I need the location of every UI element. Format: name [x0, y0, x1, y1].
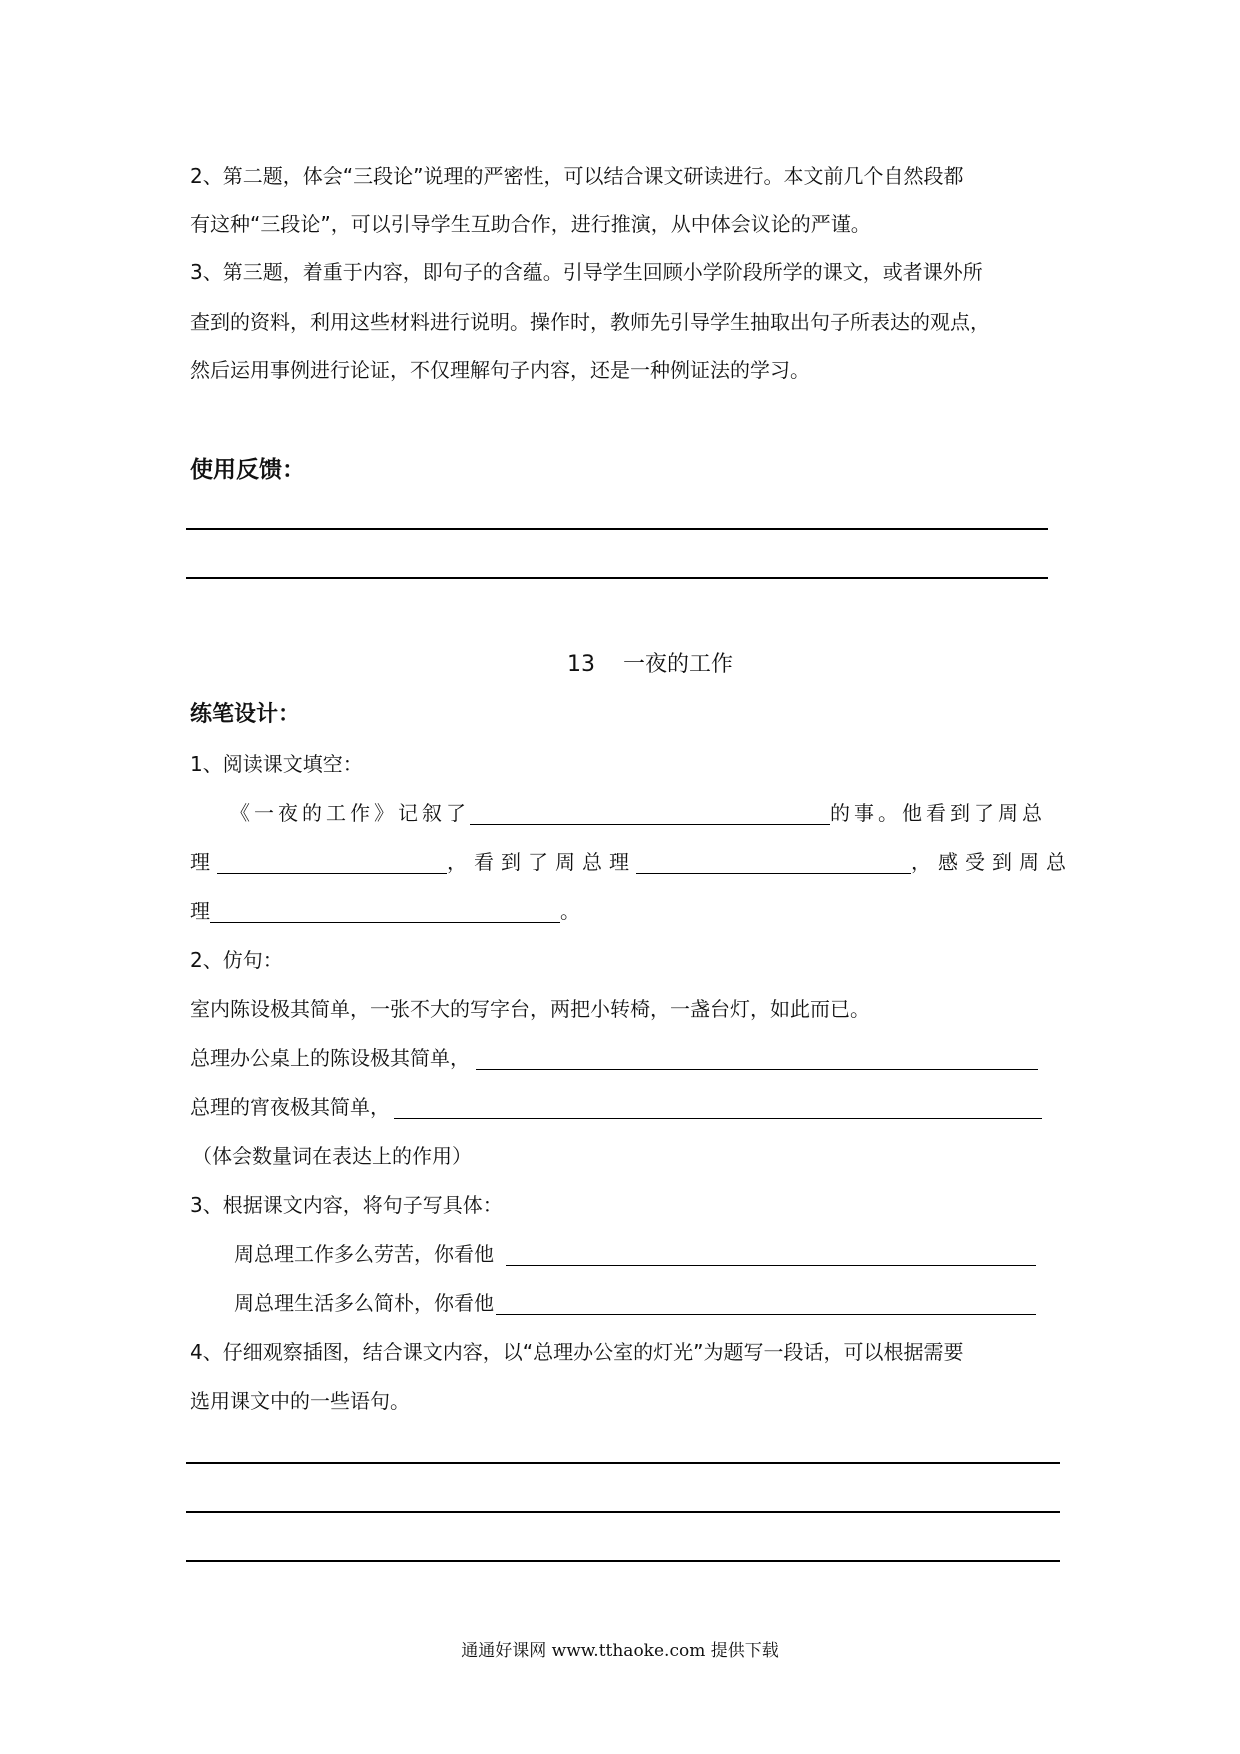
q4-line1: 4、仔细观察插图，结合课文内容，以“总理办公室的灯光”为题写一段话，可以根据需要	[190, 1340, 964, 1364]
q2-blank-1[interactable]	[476, 1049, 1038, 1070]
q1-blank-2[interactable]	[217, 853, 447, 874]
item2-line2: 有这种“三段论”，可以引导学生互助合作，进行推演，从中体会议论的严谨。	[190, 212, 871, 236]
q2-prompt-1: 总理办公桌上的陈设极其简单，	[190, 1046, 470, 1070]
q4-answer-line-1[interactable]	[186, 1462, 1060, 1464]
q1-blank-3[interactable]	[636, 853, 911, 874]
q3-prompt-2: 周总理生活多么简朴，你看他	[234, 1291, 494, 1315]
q4-answer-line-3[interactable]	[186, 1560, 1060, 1562]
q1-line2	[190, 850, 1073, 874]
q3-label: 3、根据课文内容，将句子写具体：	[190, 1193, 503, 1217]
item3-line2: 查到的资料，利用这些材料进行说明。操作时，教师先引导学生抽取出句子所表达的观点，	[190, 310, 990, 334]
lesson-number: 13	[567, 652, 595, 677]
q2-blank-2[interactable]	[394, 1098, 1042, 1119]
q2-note: （体会数量词在表达上的作用）	[192, 1144, 472, 1168]
q3-prompt-1-row	[234, 1242, 1036, 1266]
q1-line1-prefix: 《一夜的工作》记叙了	[230, 801, 470, 825]
q1-label: 1、阅读课文填空：	[190, 752, 363, 776]
design-heading: 练笔设计：	[190, 702, 301, 727]
feedback-line-2[interactable]	[186, 577, 1048, 579]
q3-prompt-2-row	[234, 1291, 1036, 1315]
lesson-title-text: 一夜的工作	[622, 652, 733, 677]
feedback-line-1[interactable]	[186, 528, 1048, 530]
q3-blank-1[interactable]	[506, 1245, 1036, 1266]
q2-prompt-1-row	[190, 1046, 1038, 1070]
q3-blank-2[interactable]	[496, 1294, 1036, 1315]
q1-line1-suffix: 的事。他看到了周总	[830, 801, 1046, 825]
item3-line1: 3、第三题，着重于内容，即句子的含蕴。引导学生回顾小学阶段所学的课文，或者课外所	[190, 260, 983, 284]
item3-line3: 然后运用事例进行论证，不仅理解句子内容，还是一种例证法的学习。	[190, 358, 810, 382]
q1-line2-suffix: ，感受到周总	[911, 850, 1073, 874]
q1-blank-1[interactable]	[470, 804, 830, 825]
q1-line2-prefix: 理	[190, 850, 217, 874]
q2-prompt-2-row	[190, 1095, 1042, 1119]
q2-label: 2、仿句：	[190, 948, 283, 972]
q4-line2: 选用课文中的一些语句。	[190, 1389, 410, 1413]
q1-line3-suffix: 。	[560, 899, 580, 923]
q3-prompt-1: 周总理工作多么劳苦，你看他	[234, 1242, 494, 1266]
feedback-heading: 使用反馈：	[190, 457, 305, 483]
q2-prompt-2: 总理的宵夜极其简单，	[190, 1095, 390, 1119]
q1-line3	[190, 899, 580, 923]
item2-line1: 2、第二题，体会“三段论”说理的严密性，可以结合课文研读进行。本文前几个自然段都	[190, 164, 964, 188]
q1-line2-mid: ，看到了周总理	[447, 850, 636, 874]
q2-example: 室内陈设极其简单，一张不大的写字台，两把小转椅，一盏台灯，如此而已。	[190, 997, 870, 1021]
q1-line3-prefix: 理	[190, 899, 210, 923]
q4-answer-line-2[interactable]	[186, 1511, 1060, 1513]
q1-line1	[230, 801, 1046, 825]
q1-blank-4[interactable]	[210, 902, 560, 923]
lesson-title	[0, 653, 1240, 677]
footer-credit: 通通好课网 www.tthaoke.com 提供下载	[461, 1641, 779, 1661]
